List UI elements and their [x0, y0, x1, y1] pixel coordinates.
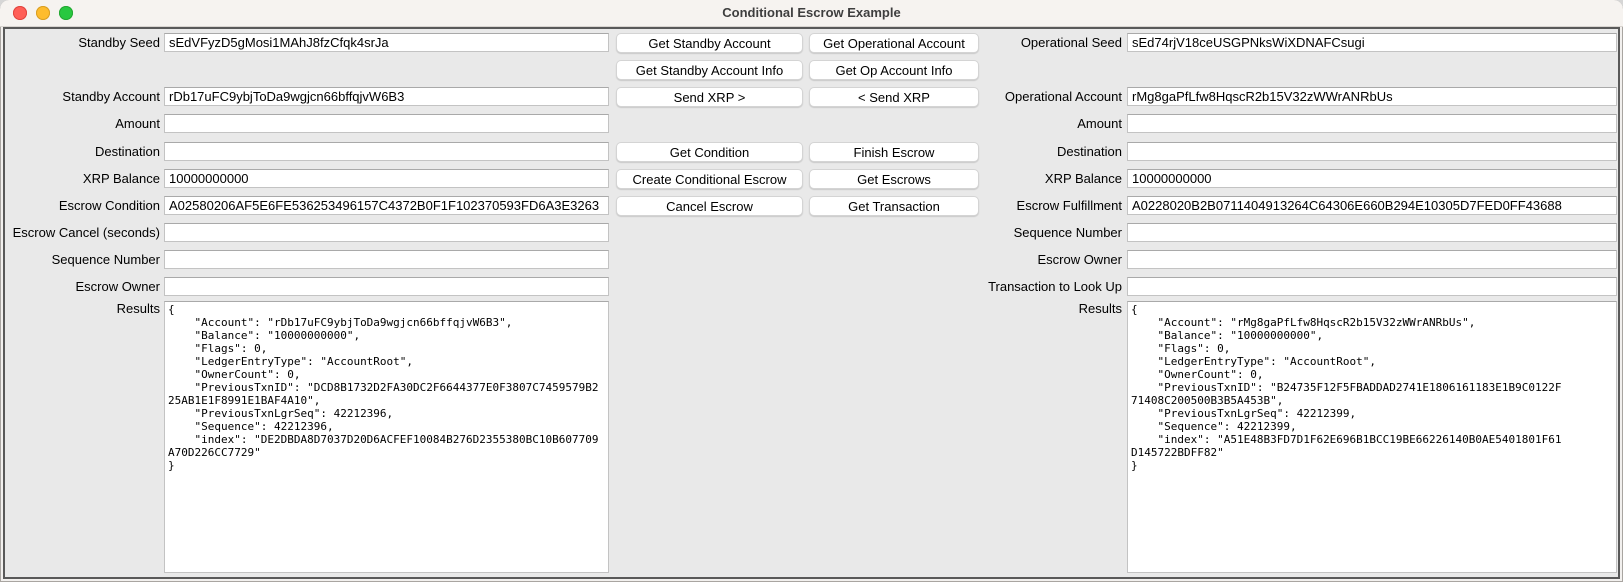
- standby-xrp-balance-row: [10, 169, 609, 188]
- get-transaction-button[interactable]: Get Transaction: [809, 196, 979, 216]
- cancel-escrow-button[interactable]: Cancel Escrow: [616, 196, 803, 216]
- operational-amount-label: Amount: [1077, 116, 1122, 131]
- finish-escrow-button[interactable]: Finish Escrow: [809, 142, 979, 162]
- operational-escrow-owner-label: Escrow Owner: [1037, 252, 1122, 267]
- standby-amount-input[interactable]: [164, 114, 609, 133]
- standby-destination-input[interactable]: [164, 142, 609, 161]
- title-bar: [0, 0, 1623, 27]
- escrow-cancel-label: Escrow Cancel (seconds): [12, 225, 160, 240]
- standby-account-row: [10, 87, 609, 106]
- standby-seed-label: Standby Seed: [78, 35, 160, 50]
- standby-seed-row: [10, 33, 609, 52]
- escrow-fulfillment-input[interactable]: [1127, 196, 1617, 215]
- operational-xrp-balance-input[interactable]: [1127, 169, 1617, 188]
- get-escrows-button[interactable]: Get Escrows: [809, 169, 979, 189]
- button-row-cancel-escrow: [616, 196, 979, 216]
- transaction-lookup-row: [976, 277, 1617, 296]
- operational-results-row: [976, 301, 1617, 573]
- standby-account-input[interactable]: [164, 87, 609, 106]
- operational-amount-input[interactable]: [1127, 114, 1617, 133]
- escrow-cancel-input[interactable]: [164, 223, 609, 242]
- get-condition-button[interactable]: Get Condition: [616, 142, 803, 162]
- standby-xrp-balance-label: XRP Balance: [82, 171, 160, 186]
- standby-destination-row: [10, 142, 609, 161]
- standby-sequence-number-row: [10, 250, 609, 269]
- operational-amount-row: [976, 114, 1617, 133]
- operational-destination-input[interactable]: [1127, 142, 1617, 161]
- get-standby-account-info-button[interactable]: Get Standby Account Info: [616, 60, 803, 80]
- operational-account-input[interactable]: [1127, 87, 1617, 106]
- send-xrp-left-button[interactable]: < Send XRP: [809, 87, 979, 107]
- standby-seed-input[interactable]: [164, 33, 609, 52]
- operational-sequence-number-label: Sequence Number: [1013, 225, 1122, 240]
- operational-results-textarea[interactable]: [1127, 301, 1617, 573]
- operational-destination-label: Destination: [1056, 144, 1122, 159]
- standby-escrow-owner-input[interactable]: [164, 277, 609, 296]
- window-title: Conditional Escrow Example: [722, 5, 901, 20]
- standby-escrow-owner-row: [10, 277, 609, 296]
- transaction-lookup-label: Transaction to Look Up: [988, 279, 1122, 294]
- standby-results-row: [10, 301, 609, 573]
- standby-destination-label: Destination: [94, 144, 160, 159]
- button-row-create-escrow: [616, 169, 979, 189]
- operational-sequence-number-row: [976, 223, 1617, 242]
- escrow-cancel-row: [10, 223, 609, 242]
- transaction-lookup-input[interactable]: [1127, 277, 1617, 296]
- operational-destination-row: [976, 142, 1617, 161]
- operational-account-label: Operational Account: [1004, 89, 1122, 104]
- operational-seed-row: [976, 33, 1617, 52]
- operational-xrp-balance-row: [976, 169, 1617, 188]
- operational-escrow-owner-row: [976, 250, 1617, 269]
- content-frame: [3, 27, 1620, 579]
- operational-results-label: Results: [1078, 301, 1122, 316]
- standby-results-label: Results: [116, 301, 160, 316]
- operational-seed-input[interactable]: [1127, 33, 1617, 52]
- button-row-account-info: [616, 60, 979, 80]
- operational-sequence-number-input[interactable]: [1127, 223, 1617, 242]
- escrow-condition-label: Escrow Condition: [58, 198, 160, 213]
- send-xrp-right-button[interactable]: Send XRP >: [616, 87, 803, 107]
- button-row-accounts: [616, 33, 979, 53]
- operational-seed-label: Operational Seed: [1020, 35, 1122, 50]
- create-conditional-escrow-button[interactable]: Create Conditional Escrow: [616, 169, 803, 189]
- escrow-fulfillment-label: Escrow Fulfillment: [1016, 198, 1122, 213]
- standby-account-label: Standby Account: [62, 89, 160, 104]
- button-row-send-xrp: [616, 87, 979, 107]
- standby-sequence-number-label: Sequence Number: [51, 252, 160, 267]
- get-standby-account-button[interactable]: Get Standby Account: [616, 33, 803, 53]
- get-op-account-info-button[interactable]: Get Op Account Info: [809, 60, 979, 80]
- escrow-fulfillment-row: [976, 196, 1617, 215]
- standby-sequence-number-input[interactable]: [164, 250, 609, 269]
- operational-escrow-owner-input[interactable]: [1127, 250, 1617, 269]
- standby-amount-label: Amount: [115, 116, 160, 131]
- get-operational-account-button[interactable]: Get Operational Account: [809, 33, 979, 53]
- escrow-condition-row: [10, 196, 609, 215]
- operational-xrp-balance-label: XRP Balance: [1044, 171, 1122, 186]
- button-row-condition: [616, 142, 979, 162]
- operational-account-row: [976, 87, 1617, 106]
- standby-escrow-owner-label: Escrow Owner: [75, 279, 160, 294]
- standby-xrp-balance-input[interactable]: [164, 169, 609, 188]
- standby-results-textarea[interactable]: [164, 301, 609, 573]
- escrow-condition-input[interactable]: [164, 196, 609, 215]
- standby-amount-row: [10, 114, 609, 133]
